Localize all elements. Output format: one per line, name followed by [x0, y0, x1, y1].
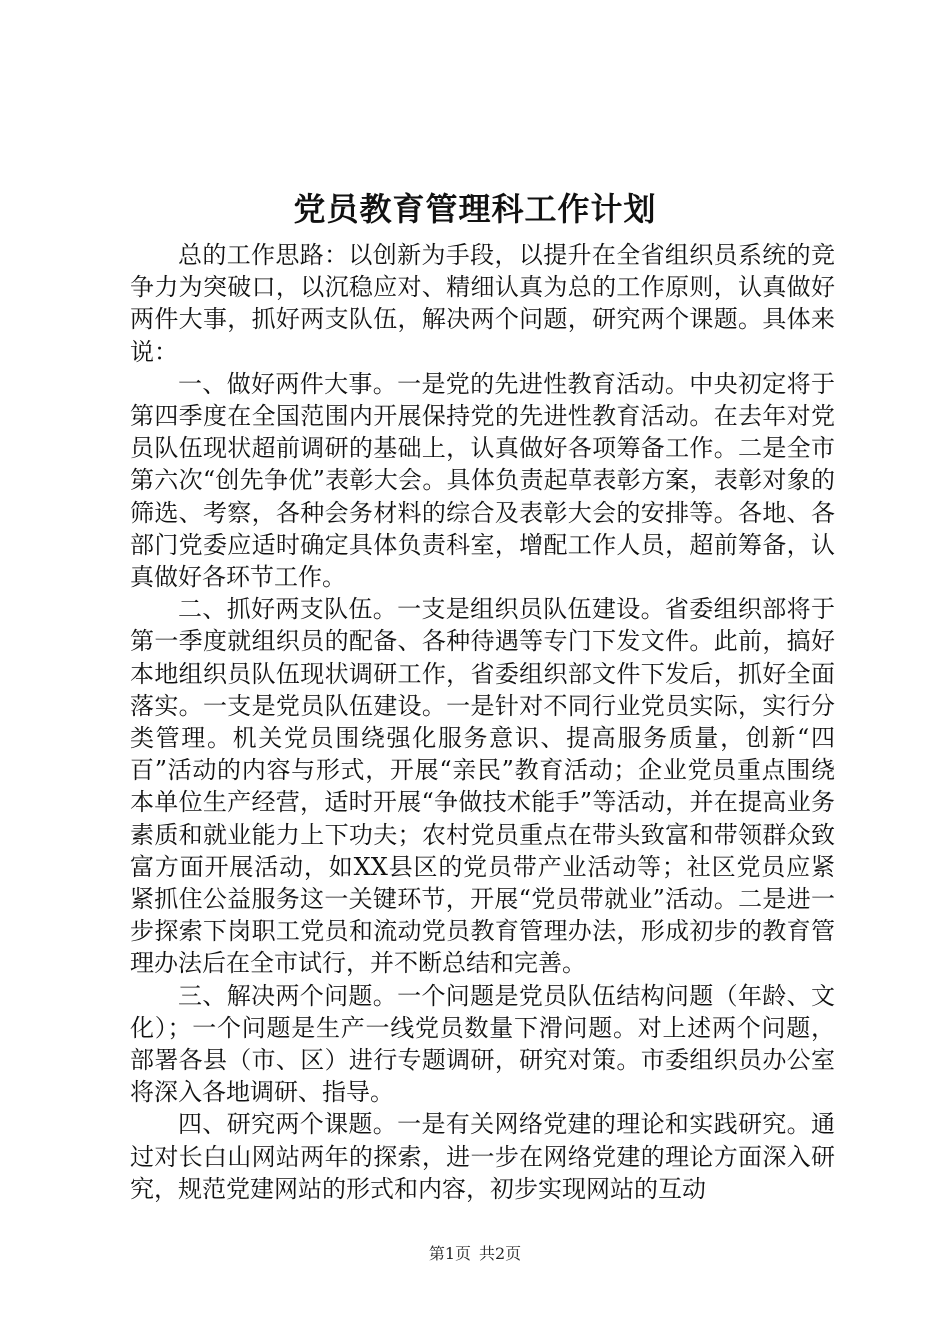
paragraph-section-2: 二、抓好两支队伍。一支是组织员队伍建设。省委组织部将于第一季度就组织员的配备、各种待遇等专门下发文件。此前，搞好本地组织员队伍现状调研工作，省委组织部文件下发后，抓好全面落实。一支是党员队伍建设。一是针对不同行业党员实际，实行分类管理。机关党员围绕强化服务意识、提高服务质量，创新“四百”活动的内容与形式，开展“亲民”教育活动；企业党员重点围绕本单位生产经营，适时开展“争做技术能手”等活动，并在提高业务素质和就业能力上下功夫；农村党员重点在带头致富和带领群众致富方面开展活动，如XX县区的党员带产业活动等；社区党员应紧紧抓住公益服务这一关键环节，开展“党员带就业”活动。二是进一步探索下岗职工党员和流动党员教育管理办法，形成初步的教育管理办法后在全市试行，并不断总结和完善。	[130, 595, 835, 978]
page-number: 第1页	[428, 1244, 471, 1263]
document-body	[130, 239, 835, 1205]
paragraph-section-3: 三、解决两个问题。一个问题是党员队伍结构问题（年龄、文化）；一个问题是生产一线党员数量下滑问题。对上述两个问题，部署各县（市、区）进行专题调研，研究对策。市委组织员办公室将深入各地调研、指导。	[130, 981, 835, 1107]
page-total: 共2页	[479, 1244, 522, 1263]
paragraph-section-4: 四、研究两个课题。一是有关网络党建的理论和实践研究。通过对长白山网站两年的探索，进一步在网络党建的理论方面深入研究，规范党建网站的形式和内容，初步实现网站的互动	[130, 1110, 835, 1203]
document-title: 党员教育管理科工作计划	[293, 190, 657, 228]
paragraph-section-1: 一、做好两件大事。一是党的先进性教育活动。中央初定将于第四季度在全国范围内开展保持党的先进性教育活动。在去年对党员队伍现状超前调研的基础上，认真做好各项筹备工作。二是全市第六次“创先争优”表彰大会。具体负责起草表彰方案，表彰对象的筛选、考察，各种会务材料的综合及表彰大会的安排等。各地、各部门党委应适时确定具体负责科室，增配工作人员，超前筹备，认真做好各环节工作。	[130, 369, 835, 592]
paragraph-intro: 总的工作思路：以创新为手段，以提升在全省组织员系统的竞争力为突破口，以沉稳应对、精细认真为总的工作原则，认真做好两件大事，抓好两支队伍，解决两个问题，研究两个课题。具体来说：	[130, 241, 835, 366]
page-footer	[0, 1242, 950, 1266]
